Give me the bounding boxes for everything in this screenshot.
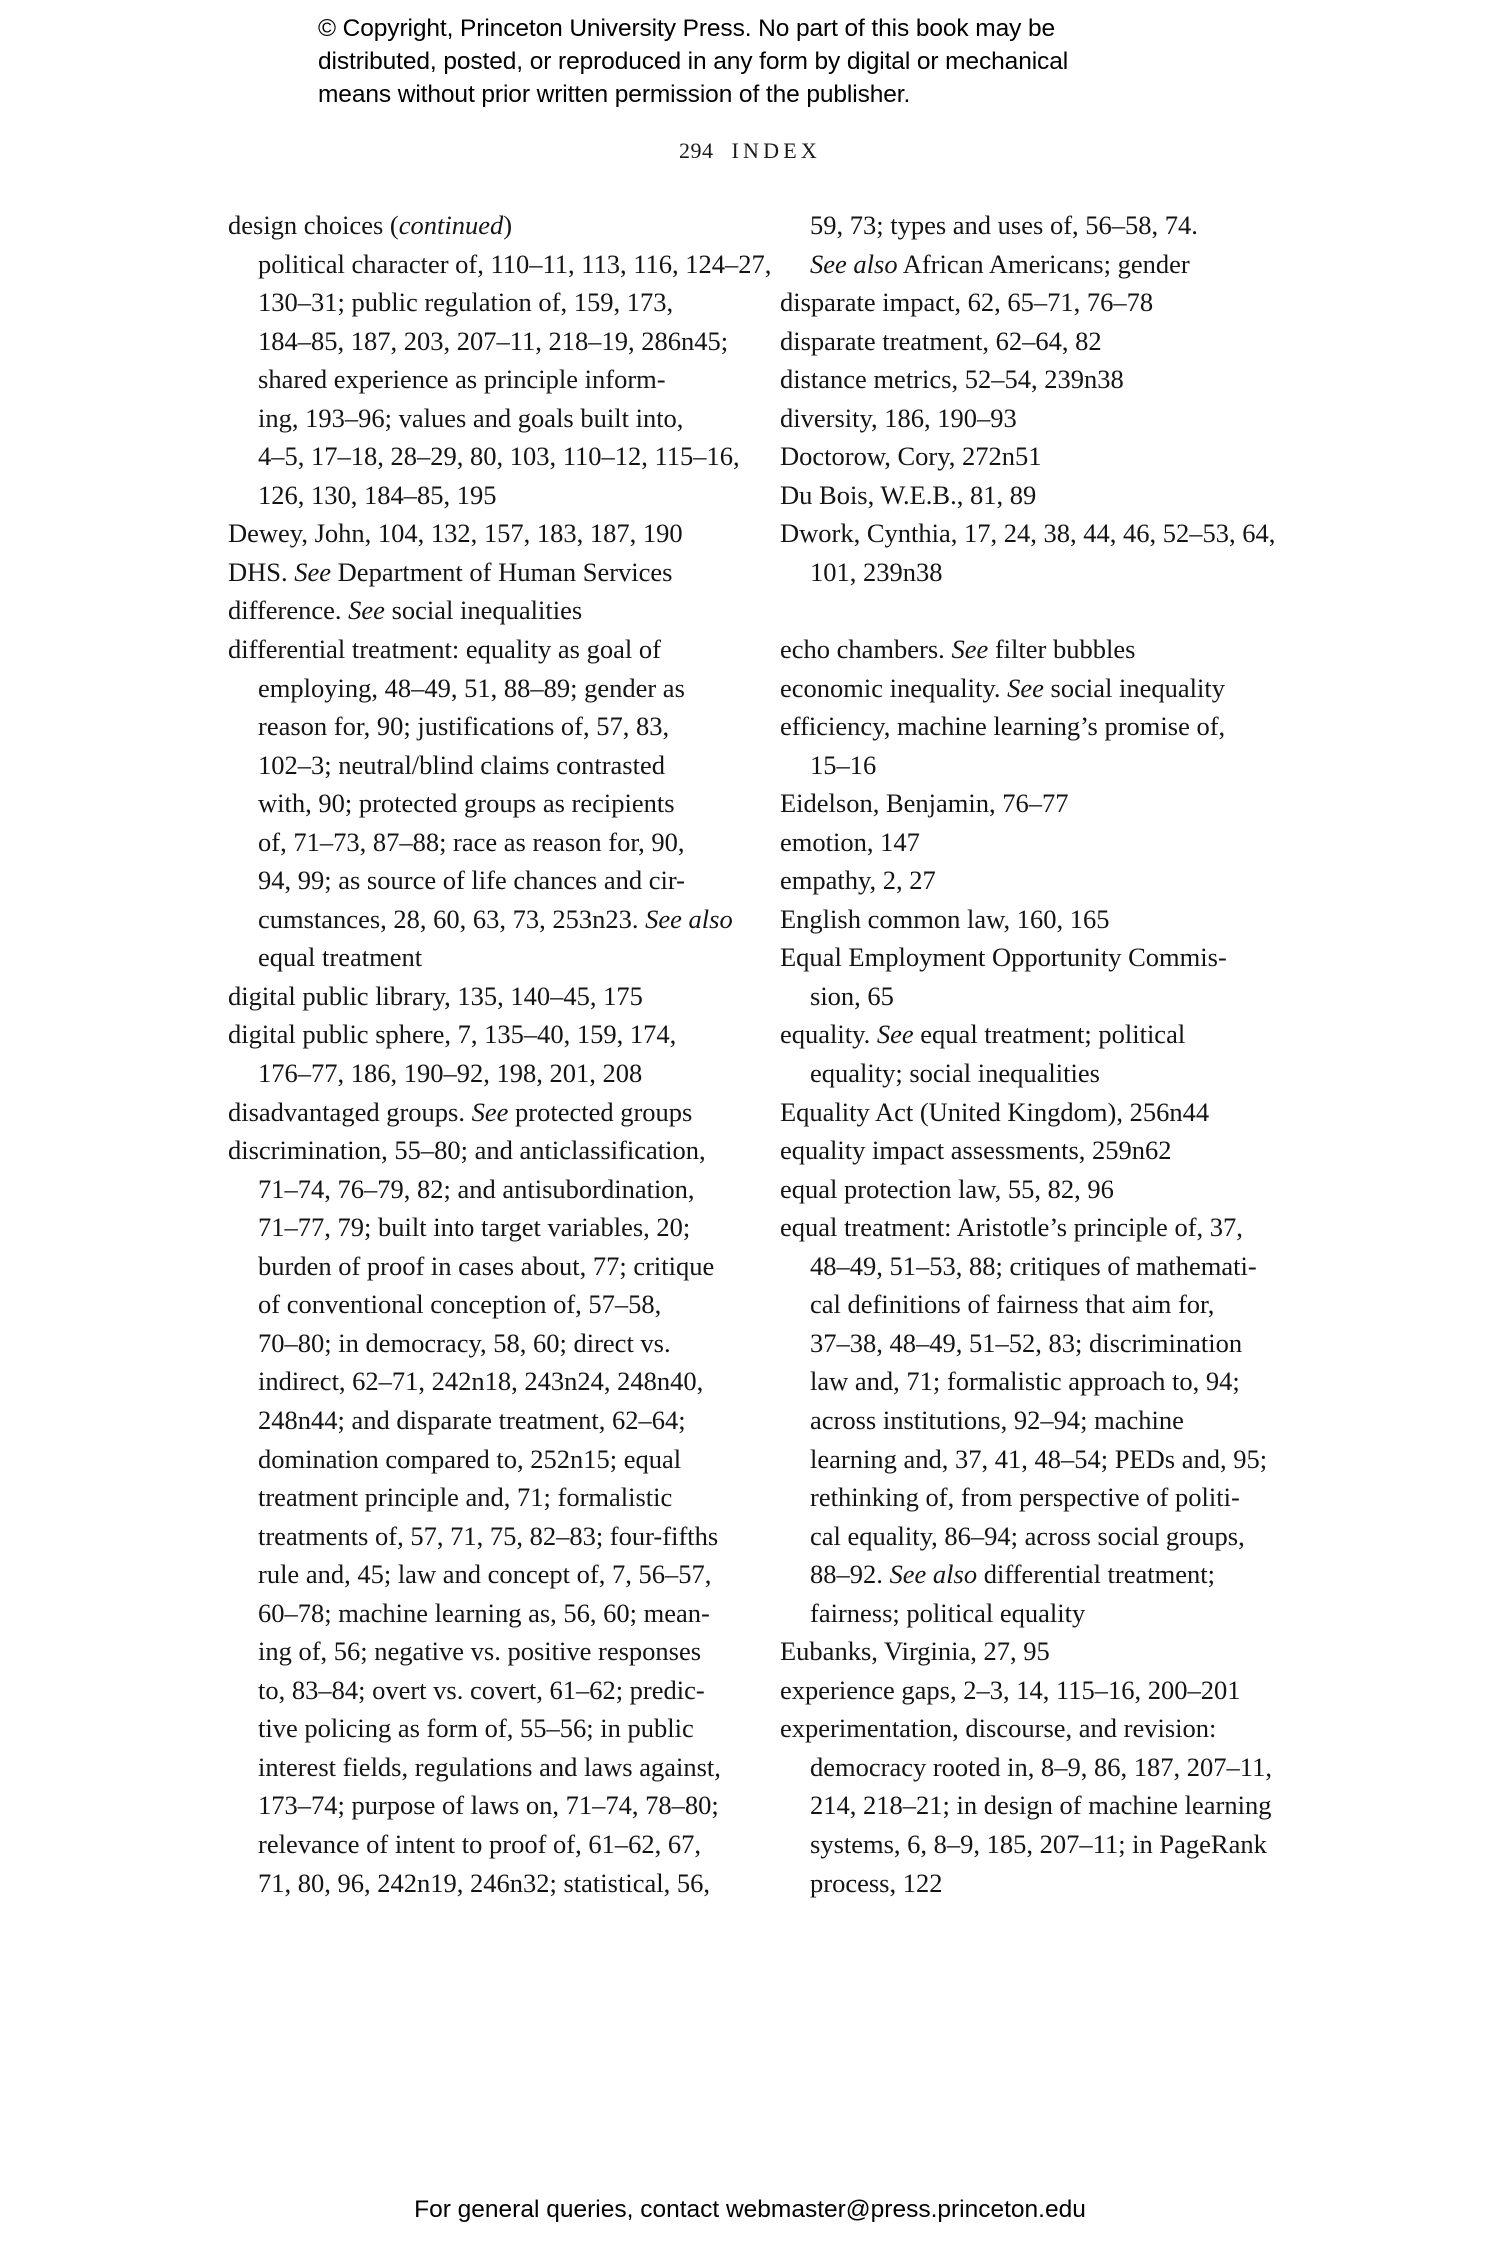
index-entry-text: 4–5, 17–18, 28–29, 80, 103, 110–12, 115–16, — [258, 441, 740, 472]
index-entry-text: ing, 193–96; values and goals built into, — [258, 402, 684, 433]
index-entry-line — [780, 245, 1303, 284]
index-entry-text: equal protection law, 55, 82, 96 — [780, 1173, 1114, 1204]
index-entry-text: domination compared to, 252n15; equal — [258, 1443, 682, 1474]
index-entry-text: experience gaps, 2–3, 14, 115–16, 200–201 — [780, 1674, 1241, 1705]
index-entry-line — [228, 514, 728, 553]
index-entry-text: equal treatment — [258, 942, 423, 973]
index-entry-line — [228, 1594, 728, 1633]
index-entry-line — [228, 1748, 728, 1787]
index-cross-reference: See — [876, 1019, 914, 1050]
index-entry-text-tail: filter bubbles — [988, 634, 1136, 665]
index-entry-text: efficiency, machine learning’s promise of, — [780, 711, 1226, 742]
index-entry-line — [780, 1478, 1303, 1517]
index-entry-text: echo chambers. — [780, 634, 952, 665]
index-entry-line — [228, 1015, 728, 1054]
index-entry-text: indirect, 62–71, 242n18, 243n24, 248n40, — [258, 1366, 704, 1397]
index-entry-text: digital public library, 135, 140–45, 175 — [228, 980, 643, 1011]
index-entry-line — [780, 1362, 1303, 1401]
index-entry-line — [228, 1247, 728, 1286]
index-entry-text: Dewey, John, 104, 132, 157, 183, 187, 190 — [228, 518, 683, 549]
index-entry-line — [228, 476, 728, 515]
index-entry-line — [780, 861, 1303, 900]
index-entry-text: process, 122 — [810, 1867, 943, 1898]
index-entry-text: difference. — [228, 595, 349, 626]
index-entry-text: 88–92. — [810, 1559, 890, 1590]
index-entry-text: ing of, 56; negative vs. positive responses — [258, 1636, 702, 1667]
index-entry-text: cal equality, 86–94; across social groups, — [810, 1520, 1245, 1551]
index-entry-text-tail: African Americans; gender — [897, 248, 1190, 279]
index-entry-text: 59, 73; types and uses of, 56–58, 74. — [810, 210, 1198, 240]
index-entry-line — [780, 283, 1303, 322]
index-entry-line — [228, 861, 728, 900]
index-entry-line — [780, 1015, 1303, 1054]
index-entry-text: tive policing as form of, 55–56; in public — [258, 1713, 694, 1744]
index-entry-text: Du Bois, W.E.B., 81, 89 — [780, 479, 1037, 510]
index-entry-text: cumstances, 28, 60, 63, 73, 253n23. — [258, 903, 646, 934]
index-entry-line — [780, 1093, 1303, 1132]
index-entry-text: 15–16 — [810, 749, 877, 780]
index-entry-text: 71, 80, 96, 242n19, 246n32; statistical, 56, — [258, 1867, 710, 1898]
index-entry-text: 176–77, 186, 190–92, 198, 201, 208 — [258, 1058, 643, 1089]
index-entry-text: 248n44; and disparate treatment, 62–64; — [258, 1404, 686, 1435]
index-entry-line — [780, 476, 1303, 515]
index-entry-text: 37–38, 48–49, 51–52, 83; discrimination — [810, 1327, 1243, 1358]
index-entry-text: equality. — [780, 1019, 877, 1050]
index-entry-text: Equal Employment Opportunity Commis- — [780, 942, 1227, 973]
index-entry-text: democracy rooted in, 8–9, 86, 187, 207–11, — [810, 1751, 1272, 1782]
index-entry-text-tail: Department of Human Services — [331, 556, 673, 587]
index-entry-text: interest fields, regulations and laws against, — [258, 1751, 721, 1782]
index-entry-line — [780, 1401, 1303, 1440]
index-entry-line — [780, 1709, 1303, 1748]
index-entry-line — [228, 283, 728, 322]
index-entry-text: equality impact assessments, 259n62 — [780, 1135, 1172, 1166]
index-entry-text-tail: differential treatment; — [977, 1559, 1215, 1590]
index-entry-line — [228, 360, 728, 399]
index-entry-line — [228, 437, 740, 476]
index-entry-text: emotion, 147 — [780, 826, 920, 857]
running-head-label: INDEX — [731, 138, 821, 163]
index-entry-text: cal definitions of fairness that aim for, — [810, 1289, 1215, 1320]
copyright-notice-line-2: distributed, posted, or reproduced in any form by digital or mechanical — [318, 48, 1069, 75]
index-entry-text: 101, 239n38 — [810, 556, 943, 587]
index-entry-line — [228, 900, 733, 939]
index-entry-text: Eubanks, Virginia, 27, 95 — [780, 1636, 1050, 1667]
index-entry-text: to, 83–84; overt vs. covert, 61–62; predic- — [258, 1674, 705, 1705]
index-entry-text: learning and, 37, 41, 48–54; PEDs and, 95; — [810, 1443, 1268, 1474]
index-entry-line — [228, 707, 728, 746]
index-cross-reference: See also — [889, 1559, 978, 1590]
index-entry-line — [228, 399, 728, 438]
index-entry-line — [780, 746, 1303, 785]
index-entry-line — [780, 1517, 1303, 1556]
index-entry-text: equality; social inequalities — [810, 1058, 1100, 1089]
index-entry-line — [228, 1324, 728, 1363]
index-entry-line — [228, 1208, 728, 1247]
index-entry-line — [780, 823, 1303, 862]
index-entry-text: with, 90; protected groups as recipients — [258, 788, 675, 819]
index-entry-line — [228, 1170, 728, 1209]
index-entry-line — [780, 1440, 1303, 1479]
index-entry-line — [780, 360, 1303, 399]
index-entry-line — [780, 1324, 1303, 1363]
footer-note: For general queries, contact webmaster@press.princeton.edu — [414, 2196, 1086, 2223]
index-entry-line — [780, 1748, 1303, 1787]
index-entry-line — [780, 900, 1303, 939]
index-entry-line — [780, 322, 1303, 361]
index-entry-gap — [780, 591, 1303, 630]
copyright-notice-line-1: © Copyright, Princeton University Press. No part of this book may be — [318, 15, 1056, 42]
index-entry-text: across institutions, 92–94; machine — [810, 1404, 1184, 1435]
index-entry-line — [228, 630, 728, 669]
index-entry-text: political character of, 110–11, 113, 116, 124–27, — [258, 248, 772, 279]
index-entry-line — [780, 1170, 1303, 1209]
index-entry-text: 71–77, 79; built into target variables, 20; — [258, 1212, 691, 1243]
index-entry-text: burden of proof in cases about, 77; critique — [258, 1250, 715, 1281]
index-entry-text: Doctorow, Cory, 272n51 — [780, 441, 1042, 472]
index-entry-line — [780, 1594, 1303, 1633]
index-entry-text-tail: equal treatment; political — [913, 1019, 1186, 1050]
index-entry-line — [228, 746, 728, 785]
index-entry-line — [780, 514, 1303, 553]
index-entry-text: relevance of intent to proof of, 61–62, 67, — [258, 1828, 702, 1859]
index-entry-text: 48–49, 51–53, 88; critiques of mathemati- — [810, 1250, 1257, 1281]
index-entry-line — [228, 938, 728, 977]
index-entry-line — [780, 206, 1303, 245]
index-entry-text: Eidelson, Benjamin, 76–77 — [780, 788, 1069, 819]
index-entry-text: rule and, 45; law and concept of, 7, 56–57, — [258, 1559, 712, 1590]
index-entry-text: 60–78; machine learning as, 56, 60; mean- — [258, 1597, 710, 1628]
index-entry-line — [780, 707, 1303, 746]
index-entry-text: differential treatment: equality as goal of — [228, 634, 661, 665]
index-entry-line — [228, 1632, 728, 1671]
index-entry-text: 184–85, 187, 203, 207–11, 218–19, 286n45; — [258, 325, 729, 356]
index-entry-line — [780, 1054, 1303, 1093]
index-entry-text: distance metrics, 52–54, 239n38 — [780, 364, 1124, 395]
index-entry-line — [780, 1864, 1303, 1903]
index-entry-text: Equality Act (United Kingdom), 256n44 — [780, 1096, 1210, 1127]
index-entry-text-tail: social inequalities — [384, 595, 583, 626]
index-entry-text-tail: social inequality — [1043, 672, 1225, 703]
index-entry-line — [228, 245, 772, 284]
index-entry-line — [228, 1478, 728, 1517]
index-entry-line — [228, 784, 728, 823]
index-entry-line — [780, 977, 1303, 1016]
index-entry-line — [228, 1285, 728, 1324]
index-entry-text: digital public sphere, 7, 135–40, 159, 174, — [228, 1019, 677, 1050]
index-entry-text-tail: protected groups — [508, 1096, 693, 1127]
index-entry-text: DHS. — [228, 556, 295, 587]
index-entry-text: of conventional conception of, 57–58, — [258, 1289, 662, 1320]
index-entry-line — [228, 1401, 728, 1440]
index-entry-text: treatments of, 57, 71, 75, 82–83; four-fifths — [258, 1520, 719, 1551]
index-entry-text: English common law, 160, 165 — [780, 903, 1110, 934]
index-entry-line — [780, 399, 1303, 438]
index-entry-text: diversity, 186, 190–93 — [780, 402, 1017, 433]
index-entry-line — [780, 437, 1303, 476]
index-entry-text: 126, 130, 184–85, 195 — [258, 479, 497, 510]
index-entry-text: discrimination, 55–80; and anticlassification, — [228, 1135, 706, 1166]
index-entry-line — [228, 1131, 728, 1170]
index-entry-line — [228, 1825, 728, 1864]
running-head — [0, 138, 1500, 164]
index-cross-reference: See — [471, 1096, 509, 1127]
index-entry-line — [228, 1440, 728, 1479]
index-entry-text: empathy, 2, 27 — [780, 865, 936, 896]
index-cross-reference: See — [348, 595, 385, 626]
index-cross-reference: See — [294, 556, 332, 587]
index-entry-line — [228, 1555, 728, 1594]
index-entry-line — [228, 322, 728, 361]
index-column-right — [780, 206, 1303, 1902]
index-entry-line — [228, 1517, 728, 1556]
index-entry-line — [228, 1864, 728, 1903]
copyright-notice-line-3: means without prior written permission of the publisher. — [318, 81, 911, 108]
index-entry-line — [780, 1671, 1303, 1710]
index-entry-line — [780, 553, 1303, 592]
index-entry-line — [228, 1709, 728, 1748]
index-entry-line — [780, 938, 1303, 977]
index-cross-reference: See also — [810, 248, 898, 279]
index-cross-reference: See — [951, 634, 989, 665]
index-entry-line — [780, 1285, 1303, 1324]
index-entry-line — [780, 1247, 1303, 1286]
index-entry-text: equal treatment: Aristotle’s principle of, 37, — [780, 1212, 1243, 1243]
index-entry-text: 130–31; public regulation of, 159, 173, — [258, 287, 674, 318]
index-body — [228, 206, 1303, 2016]
index-entry-text: rethinking of, from perspective of politi- — [810, 1482, 1240, 1513]
index-entry-text: 70–80; in democracy, 58, 60; direct vs. — [258, 1327, 671, 1358]
index-entry-line — [780, 1208, 1303, 1247]
index-entry-text: law and, 71; formalistic approach to, 94; — [810, 1366, 1240, 1397]
index-entry-line — [228, 1671, 728, 1710]
index-cross-reference: continued — [398, 210, 504, 240]
index-cross-reference: See — [1007, 672, 1044, 703]
index-entry-text: shared experience as principle inform- — [258, 364, 666, 395]
index-entry-line — [780, 1825, 1303, 1864]
index-entry-text: Dwork, Cynthia, 17, 24, 38, 44, 46, 52–53, 64, — [780, 518, 1276, 549]
index-entry-line — [228, 823, 728, 862]
index-entry-line — [780, 1131, 1303, 1170]
index-column-left — [228, 206, 772, 1902]
index-entry-text: economic inequality. — [780, 672, 1008, 703]
index-entry-line — [228, 206, 728, 245]
index-entry-text: reason for, 90; justifications of, 57, 83, — [258, 711, 670, 742]
index-entry-line — [228, 1362, 728, 1401]
index-entry-line — [780, 630, 1303, 669]
index-entry-text: disadvantaged groups. — [228, 1096, 472, 1127]
index-entry-text: 71–74, 76–79, 82; and antisubordination, — [258, 1173, 695, 1204]
index-entry-line — [228, 553, 728, 592]
index-entry-text: 214, 218–21; in design of machine learning — [810, 1790, 1272, 1821]
index-entry-line — [228, 1054, 728, 1093]
index-entry-line — [780, 784, 1303, 823]
index-entry-text: treatment principle and, 71; formalistic — [258, 1482, 673, 1513]
index-entry-text: experimentation, discourse, and revision: — [780, 1713, 1217, 1744]
index-entry-line — [228, 977, 728, 1016]
index-entry-text: disparate impact, 62, 65–71, 76–78 — [780, 287, 1154, 318]
copyright-notice — [318, 12, 1178, 111]
page-number: 294 — [679, 138, 714, 163]
index-entry-text: 94, 99; as source of life chances and cir- — [258, 865, 685, 896]
index-entry-text: 173–74; purpose of laws on, 71–74, 78–80; — [258, 1790, 719, 1821]
index-entry-text: 102–3; neutral/blind claims contrasted — [258, 749, 665, 780]
index-cross-reference: See also — [645, 903, 733, 934]
index-entry-text: sion, 65 — [810, 980, 894, 1011]
index-entry-line — [780, 669, 1303, 708]
index-entry-text: disparate treatment, 62–64, 82 — [780, 325, 1102, 356]
index-entry-line — [228, 1093, 728, 1132]
index-entry-text: employing, 48–49, 51, 88–89; gender as — [258, 672, 685, 703]
index-entry-text: design choices ( — [228, 210, 399, 240]
index-entry-line — [228, 591, 728, 630]
index-entry-text-tail: ) — [503, 210, 513, 240]
index-entry-text: of, 71–73, 87–88; race as reason for, 90, — [258, 826, 685, 857]
index-entry-line — [228, 1786, 728, 1825]
index-entry-line — [780, 1555, 1303, 1594]
index-entry-text: systems, 6, 8–9, 185, 207–11; in PageRank — [810, 1828, 1267, 1859]
index-entry-line — [780, 1786, 1303, 1825]
index-entry-line — [228, 669, 728, 708]
index-entry-text: fairness; political equality — [810, 1597, 1086, 1628]
index-entry-line — [780, 1632, 1303, 1671]
